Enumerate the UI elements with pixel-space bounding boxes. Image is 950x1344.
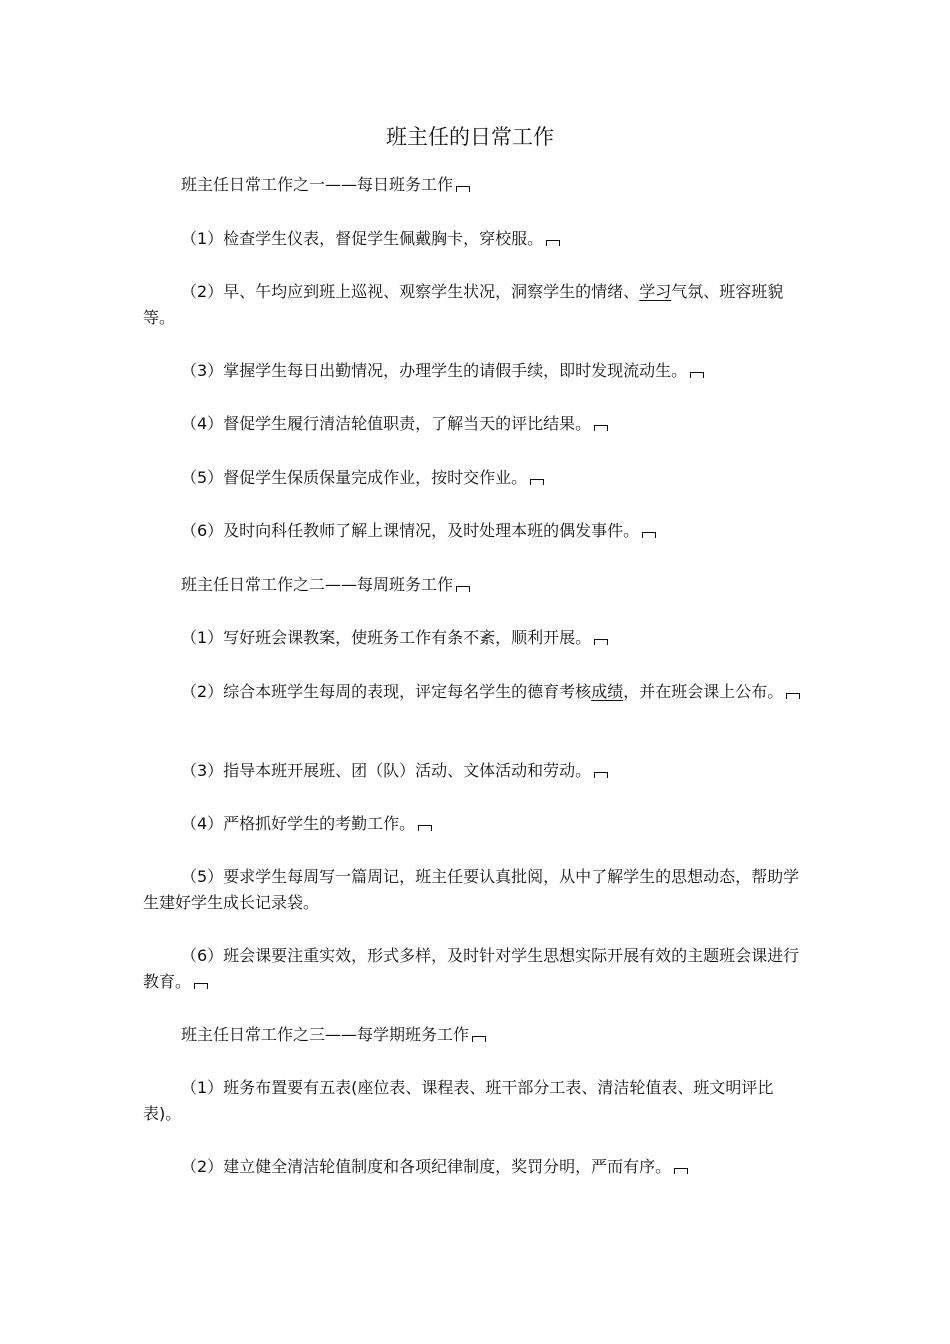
paragraph-text: 气氛、班容班貌等。: [143, 282, 784, 327]
document-title: 班主任的日常工作: [386, 125, 554, 149]
paragraph-4: [143, 358, 809, 384]
paragraph-text: （1）班务布置要有五表(座位表、课程表、班干部分工表、清洁轮值表、班文明评比表)。: [143, 1078, 774, 1123]
paragraph-text: （1）写好班会课教案，使班务工作有条不紊，顺利开展。: [181, 628, 592, 647]
paragraph-10: [143, 679, 809, 705]
paragraph-17: [143, 1154, 809, 1180]
paragraph-text: （3）掌握学生每日出勤情况，办理学生的请假手续，即时发现流动生。: [181, 361, 688, 380]
paragraph-3: [143, 279, 809, 331]
paragraph-mark-icon: [594, 425, 608, 431]
paragraph-8: [143, 572, 809, 598]
paragraph-text: （5）督促学生保质保量完成作业，按时交作业。: [181, 468, 528, 487]
paragraph-9: [143, 625, 809, 651]
paragraph-mark-icon: [456, 586, 470, 592]
paragraph-mark-icon: [418, 825, 432, 831]
paragraph-text: 班主任日常工作之二——每周班务工作: [181, 575, 454, 594]
paragraph-mark-icon: [786, 693, 800, 699]
paragraph-mark-icon: [456, 186, 470, 192]
paragraph-text: ，并在班会课上公布。: [623, 682, 784, 701]
paragraph-11: [143, 758, 809, 784]
paragraph-15: [143, 1022, 809, 1048]
underlined-link-text[interactable]: 学习: [639, 282, 672, 301]
paragraph-14: [143, 943, 809, 995]
paragraph-mark-icon: [546, 240, 560, 246]
paragraph-7: [143, 518, 809, 544]
paragraph-mark-icon: [642, 532, 656, 538]
paragraph-mark-icon: [690, 372, 704, 378]
paragraph-text: （2）综合本班学生每周的表现，评定每名学生的德育考核: [181, 682, 592, 701]
paragraph-text: （4）严格抓好学生的考勤工作。: [181, 814, 416, 833]
paragraph-1: [143, 172, 809, 198]
paragraph-text: （3）指导本班开展班、团（队）活动、文体活动和劳动。: [181, 761, 592, 780]
paragraph-mark-icon: [472, 1036, 486, 1042]
paragraph-13: [143, 864, 809, 916]
paragraph-text: （5）要求学生每周写一篇周记，班主任要认真批阅，从中了解学生的思想动态，帮助学生建好学生成长记录袋。: [143, 867, 800, 912]
paragraph-5: [143, 411, 809, 437]
paragraph-text: （2）早、午均应到班上巡视、观察学生状况，洞察学生的情绪、: [181, 282, 640, 301]
paragraph-16: [143, 1075, 809, 1127]
paragraph-text: （6）及时向科任教师了解上课情况，及时处理本班的偶发事件。: [181, 521, 640, 540]
paragraph-text: 班主任日常工作之一——每日班务工作: [181, 175, 454, 194]
paragraph-text: （2）建立健全清洁轮值制度和各项纪律制度，奖罚分明，严而有序。: [181, 1157, 672, 1176]
paragraph-6: [143, 465, 809, 491]
paragraph-text: （4）督促学生履行清洁轮值职责，了解当天的评比结果。: [181, 414, 592, 433]
paragraph-12: [143, 811, 809, 837]
paragraph-text: （6）班会课要注重实效，形式多样，及时针对学生思想实际开展有效的主题班会课进行教育。: [143, 946, 800, 991]
paragraph-text: 班主任日常工作之三——每学期班务工作: [181, 1025, 470, 1044]
paragraph-mark-icon: [530, 479, 544, 485]
paragraph-text: （1）检查学生仪表，督促学生佩戴胸卡，穿校服。: [181, 229, 544, 248]
paragraph-mark-icon: [594, 772, 608, 778]
paragraph-2: [143, 226, 809, 252]
underlined-link-text[interactable]: 成绩: [591, 682, 624, 701]
paragraph-mark-icon: [674, 1168, 688, 1174]
paragraph-mark-icon: [194, 983, 208, 989]
paragraph-mark-icon: [594, 639, 608, 645]
